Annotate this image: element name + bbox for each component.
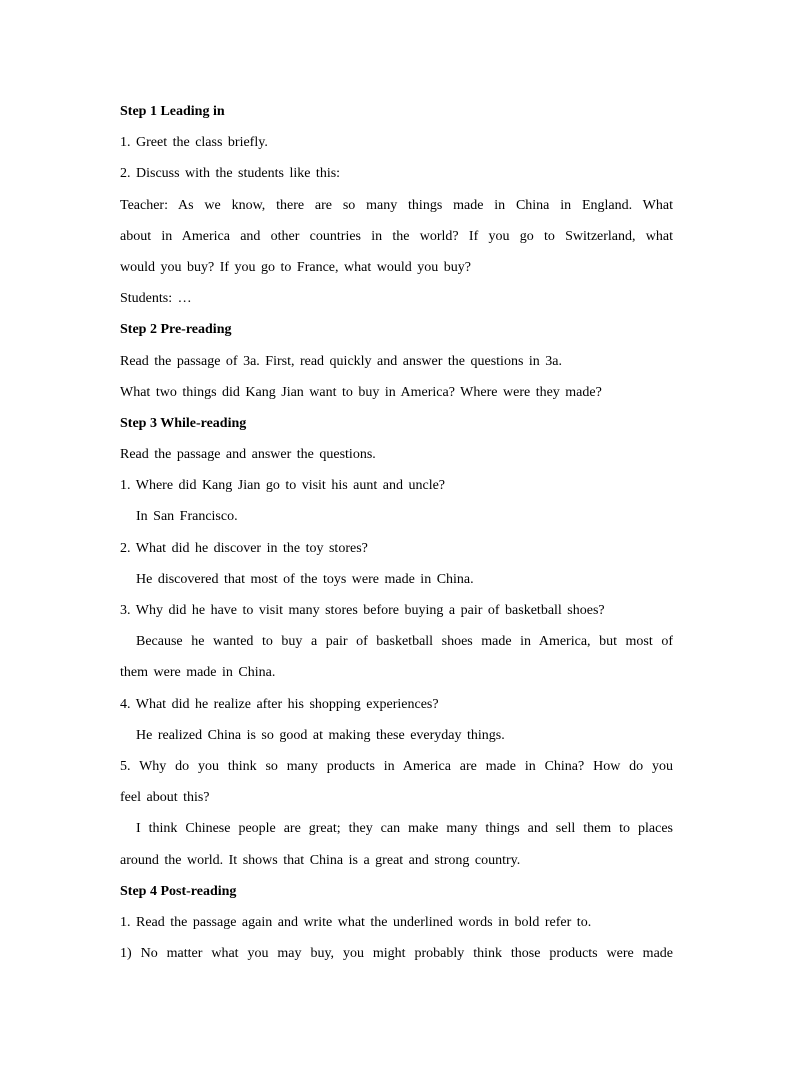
question-5-line-1: 5. Why do you think so many products in America are made in China? How do you <box>120 758 673 774</box>
step-1-item-1: 1. Greet the class briefly. <box>120 135 268 151</box>
step-4-heading: Step 4 Post-reading <box>120 883 237 899</box>
question-4: 4. What did he realize after his shopping experiences? <box>120 696 439 712</box>
teacher-dialogue-line-3: would you buy? If you go to France, what would you buy? <box>120 259 471 275</box>
step-2-instruction: Read the passage of 3a. First, read quickly and answer the questions in 3a. <box>120 353 563 369</box>
step-1-item-2: 2. Discuss with the students like this: <box>120 166 341 182</box>
answer-2: He discovered that most of the toys were made in China. <box>136 571 474 587</box>
step-1-heading: Step 1 Leading in <box>120 104 225 119</box>
step-3-instruction: Read the passage and answer the questions. <box>120 447 376 463</box>
step-2-question: What two things did Kang Jian want to buy in America? Where were they made? <box>120 384 602 400</box>
question-3: 3. Why did he have to visit many stores before buying a pair of basketball shoes? <box>120 603 605 618</box>
answer-3-line-2: them were made in China. <box>120 665 276 681</box>
step-4-item-1: 1) No matter what you may buy, you might probably think those products were made <box>120 946 673 962</box>
question-5-line-2: feel about this? <box>120 790 210 806</box>
teacher-dialogue-line-2: about in America and other countries in the world? If you go to Switzerland, what <box>120 228 673 244</box>
students-response: Students: … <box>120 291 192 307</box>
teacher-dialogue-line-1: Teacher: As we know, there are so many things made in China in England. What <box>120 197 673 213</box>
question-1: 1. Where did Kang Jian go to visit his aunt and uncle? <box>120 478 446 494</box>
document-body <box>120 96 673 969</box>
step-3-heading: Step 3 While-reading <box>120 415 247 431</box>
answer-5-line-2: around the world. It shows that China is a great and strong country. <box>120 852 521 868</box>
step-4-instruction: 1. Read the passage again and write what the underlined words in bold refer to. <box>120 914 592 930</box>
answer-4: He realized China is so good at making these everyday things. <box>136 727 505 743</box>
answer-5-line-1: I think Chinese people are great; they can make many things and sell them to places <box>136 821 673 837</box>
answer-3-line-1: Because he wanted to buy a pair of basketball shoes made in America, but most of <box>136 634 673 650</box>
step-2-heading: Step 2 Pre-reading <box>120 322 232 338</box>
answer-1: In San Francisco. <box>136 509 238 525</box>
question-2: 2. What did he discover in the toy stores? <box>120 540 368 556</box>
